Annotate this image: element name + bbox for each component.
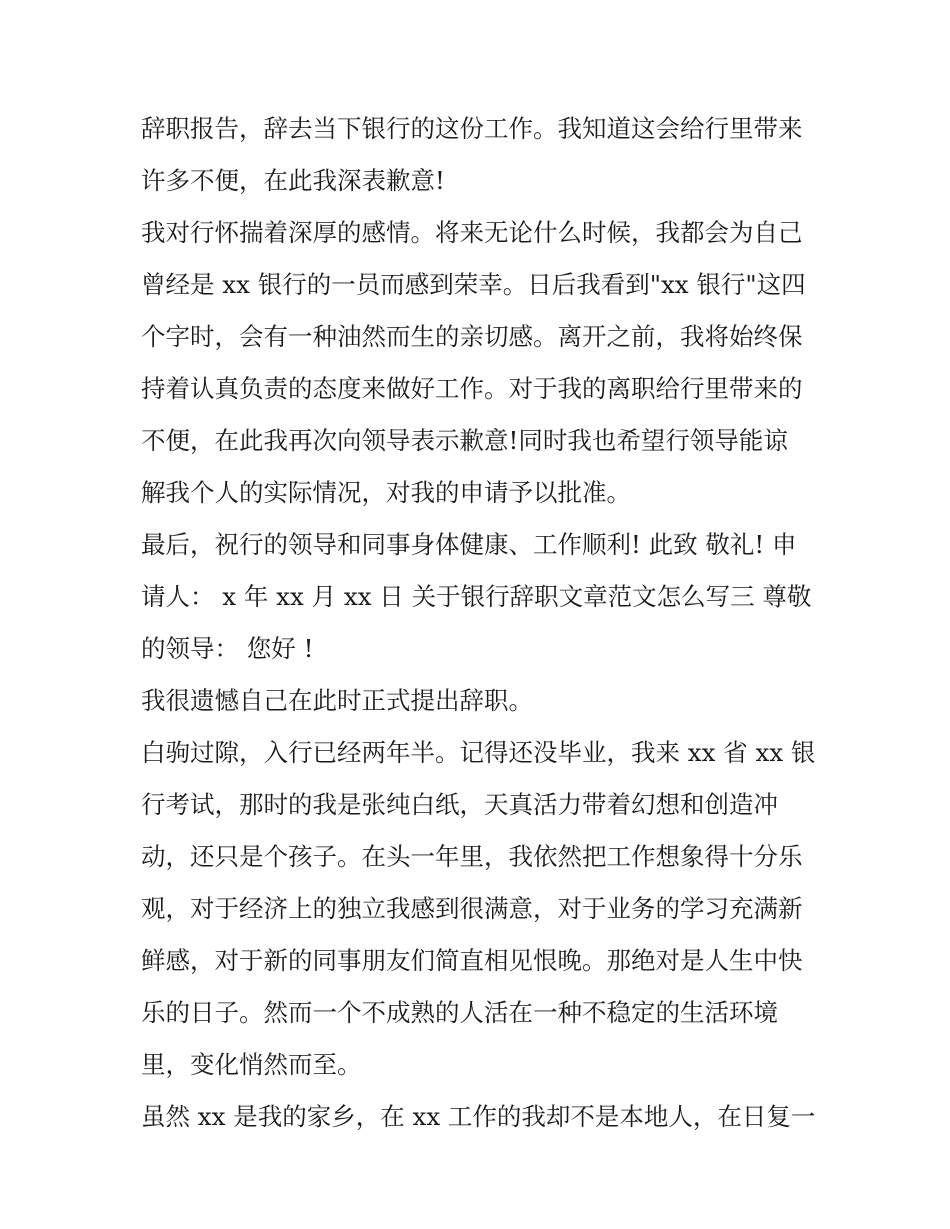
text-line: 动，还只是个孩子。在头一年里，我依然把工作想象得十分乐 bbox=[141, 842, 803, 871]
text-line: 的领导： 您好 ! bbox=[141, 634, 314, 663]
text-line: 个字时，会有一种油然而生的亲切感。离开之前，我将始终保 bbox=[141, 322, 803, 351]
text-line: 我对行怀揣着深厚的感情。将来无论什么时候，我都会为自己 bbox=[141, 218, 803, 247]
text-line: 里，变化悄然而至。 bbox=[141, 1050, 362, 1079]
text-line: 白驹过隙，入行已经两年半。记得还没毕业，我来 xx 省 xx 银 bbox=[141, 738, 816, 767]
text-line: 请人： x 年 xx 月 xx 日 关于银行辞职文章范文怎么写三 尊敬 bbox=[141, 582, 812, 611]
text-line: 最后，祝行的领导和同事身体健康、工作顺利! 此致 敬礼! 申 bbox=[141, 530, 797, 559]
text-line: 观，对于经济上的独立我感到很满意，对于业务的学习充满新 bbox=[141, 894, 803, 923]
text-line: 虽然 xx 是我的家乡，在 xx 工作的我却不是本地人，在日复一 bbox=[141, 1102, 816, 1131]
text-line: 解我个人的实际情况，对我的申请予以批准。 bbox=[141, 478, 631, 507]
text-line: 乐的日子。然而一个不成熟的人活在一种不稳定的生活环境 bbox=[141, 998, 778, 1027]
text-line: 行考试，那时的我是张纯白纸，天真活力带着幻想和创造冲 bbox=[141, 790, 778, 819]
text-line: 我很遗憾自己在此时正式提出辞职。 bbox=[141, 686, 533, 715]
document-body-text bbox=[141, 103, 821, 1143]
text-line: 辞职报告，辞去当下银行的这份工作。我知道这会给行里带来 bbox=[141, 114, 803, 143]
text-line: 曾经是 xx 银行的一员而感到荣幸。日后我看到"xx 银行"这四 bbox=[141, 270, 806, 299]
text-line: 鲜感，对于新的同事朋友们简直相见恨晚。那绝对是人生中快 bbox=[141, 946, 803, 975]
text-line: 许多不便，在此我深表歉意! bbox=[141, 166, 445, 195]
text-line: 持着认真负责的态度来做好工作。对于我的离职给行里带来的 bbox=[141, 374, 803, 403]
text-line: 不便，在此我再次向领导表示歉意!同时我也希望行领导能谅 bbox=[141, 426, 788, 455]
